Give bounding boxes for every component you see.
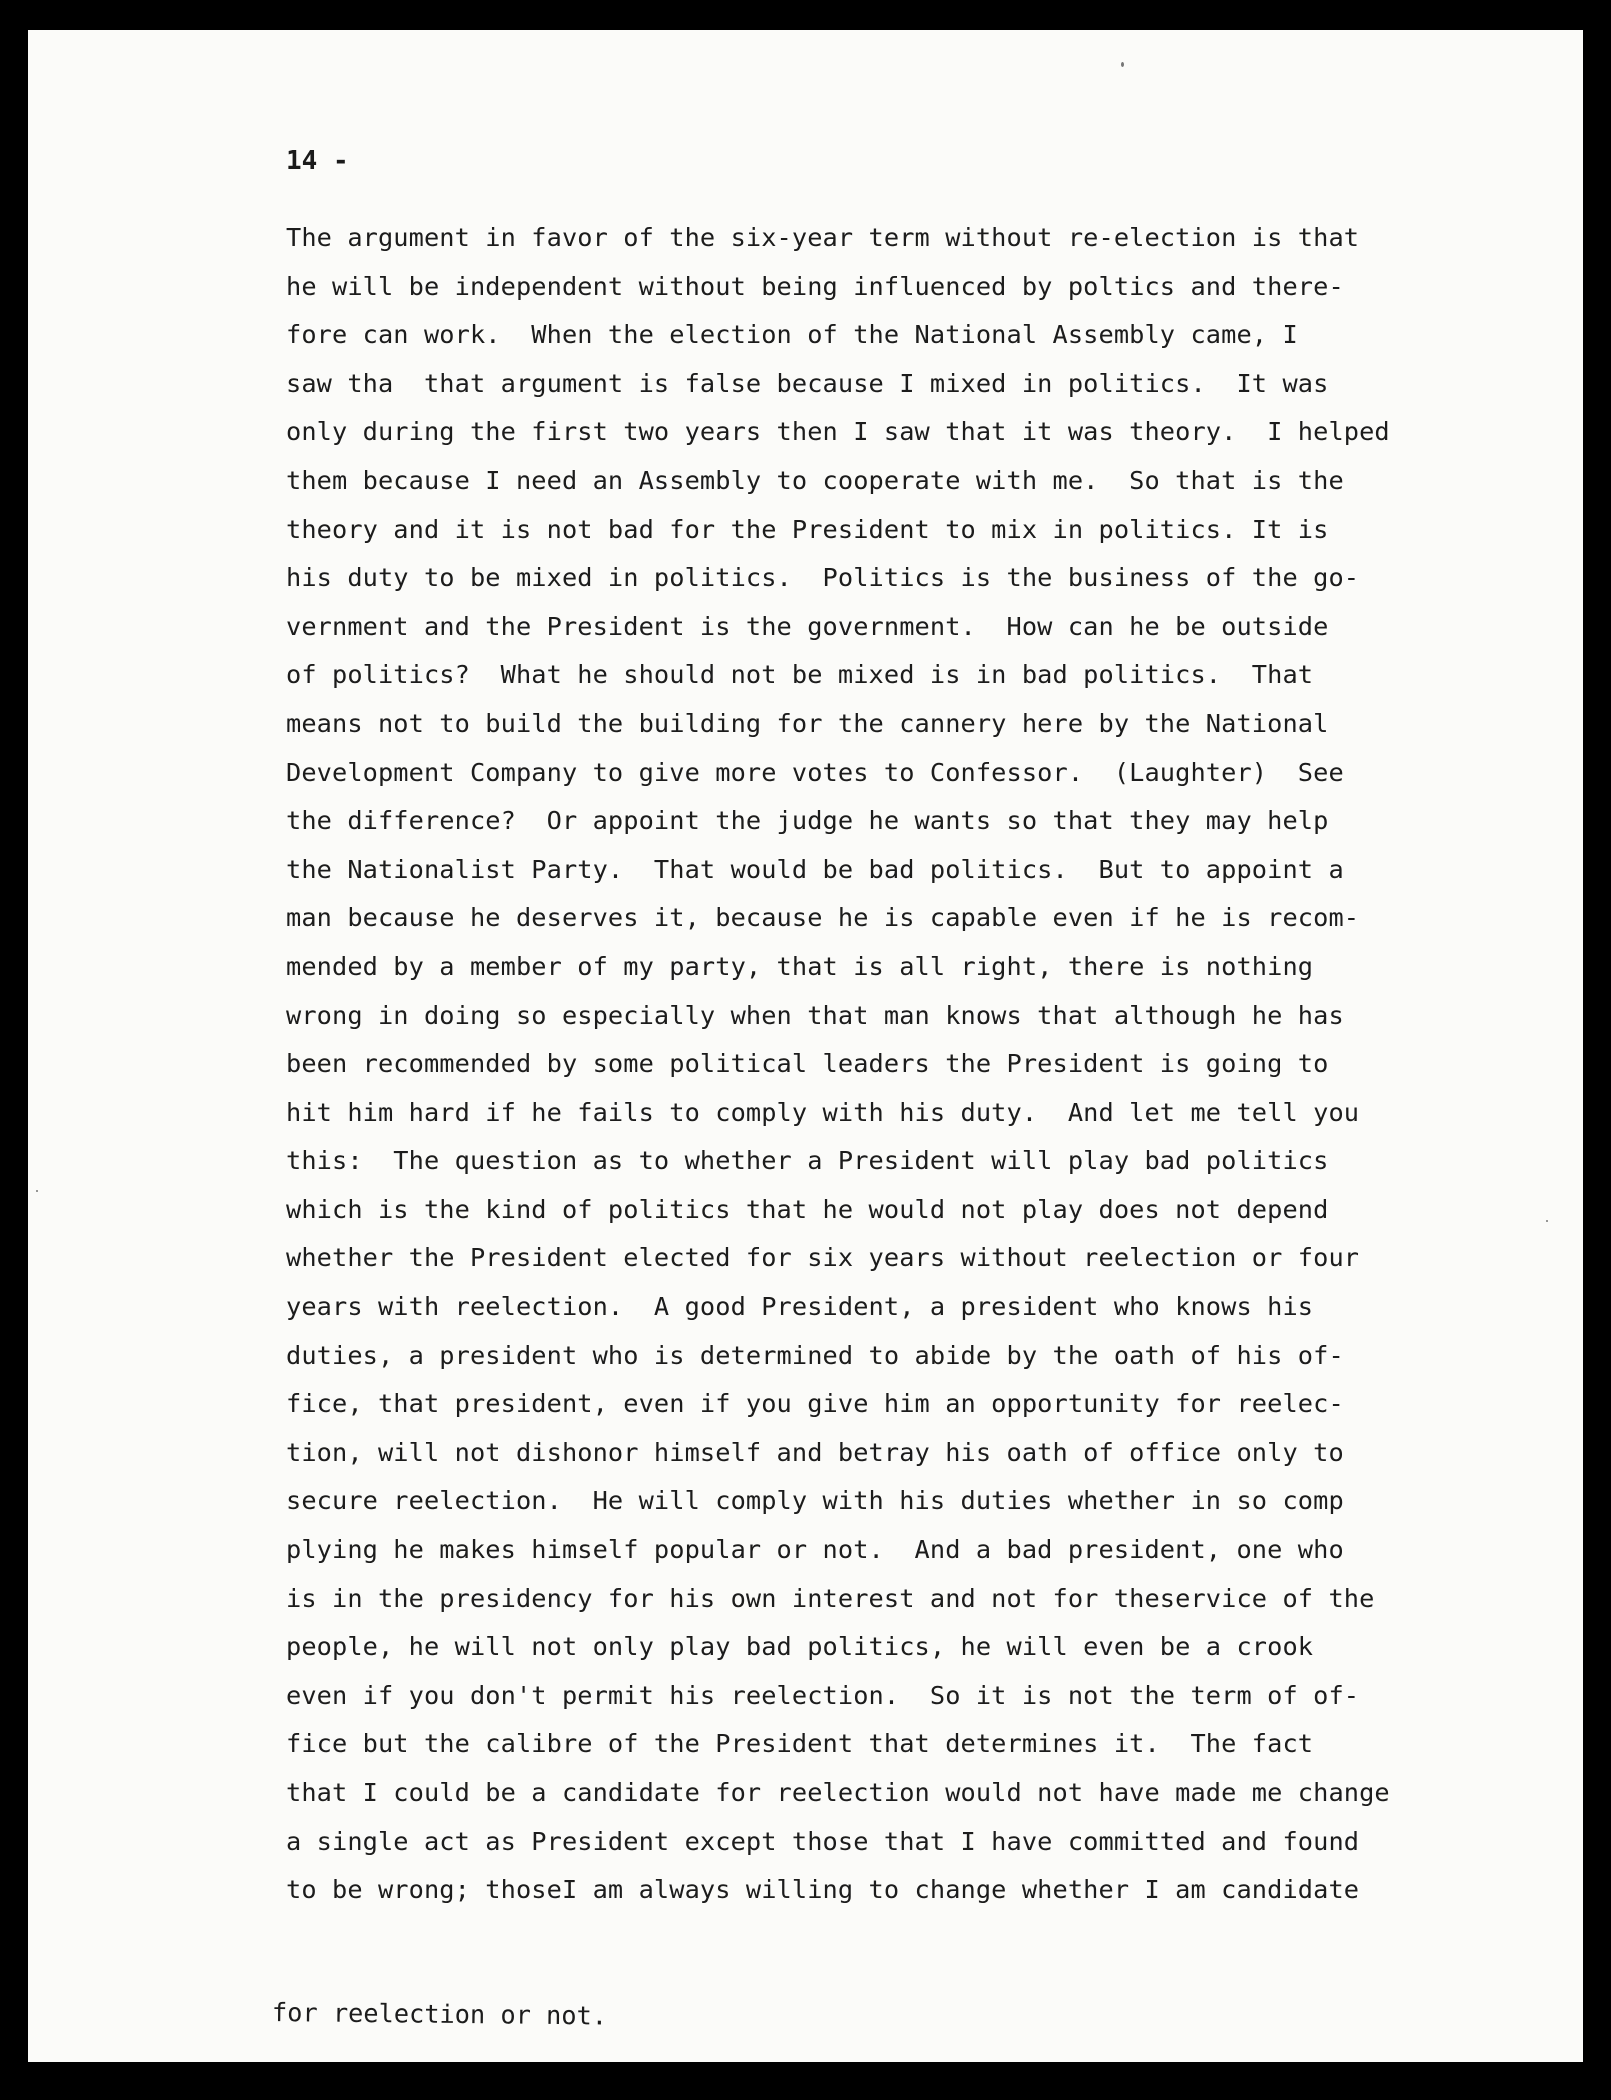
text-line: man because he deserves it, because he is capable even if he is recom- [286, 903, 1360, 933]
text-line: years with reelection. A good President, a president who knows his [286, 1292, 1314, 1322]
document-page [28, 30, 1583, 2062]
text-line: theory and it is not bad for the President to mix in politics. It is [286, 514, 1329, 544]
text-line: whether the President elected for six years without reelection or four [286, 1243, 1360, 1273]
text-line: people, he will not only play bad politics, he will even be a crook [286, 1632, 1314, 1662]
text-line: Development Company to give more votes to Confessor. (Laughter) See [286, 757, 1344, 787]
text-line: is in the presidency for his own interest and not for theservice of the [286, 1583, 1375, 1613]
text-line: he will be independent without being influenced by poltics and there- [286, 271, 1344, 301]
text-line: which is the kind of politics that he would not play does not depend [286, 1194, 1329, 1224]
text-line: mended by a member of my party, that is all right, there is nothing [286, 951, 1314, 981]
text-line: a single act as President except those that I have committed and found [286, 1826, 1360, 1856]
text-line: fore can work. When the election of the National Assembly came, I [286, 320, 1298, 350]
text-line: wrong in doing so especially when that man knows that although he has [286, 1000, 1344, 1030]
text-line: duties, a president who is determined to abide by the oath of his of- [286, 1340, 1344, 1370]
text-line: fice, that president, even if you give him an opportunity for reelec- [286, 1389, 1344, 1419]
closing-line: for reelection or not. [271, 1998, 608, 2031]
body-text [286, 214, 1516, 1915]
text-line: them because I need an Assembly to cooperate with me. So that is the [286, 465, 1344, 495]
text-line: the Nationalist Party. That would be bad politics. But to appoint a [286, 854, 1344, 884]
text-line: tion, will not dishonor himself and betray his oath of office only to [286, 1437, 1344, 1467]
text-line: only during the first two years then I saw that it was theory. I helped [286, 417, 1390, 447]
text-line: that I could be a candidate for reelection would not have made me change [286, 1778, 1390, 1807]
paper-speck [1546, 1220, 1548, 1222]
text-line: plying he makes himself popular or not. And a bad president, one who [286, 1535, 1344, 1565]
text-line: fice but the calibre of the President that determines it. The fact [286, 1729, 1314, 1759]
text-line: even if you don't permit his reelection. So it is not the term of of- [286, 1680, 1360, 1710]
paper-speck [1121, 62, 1124, 67]
text-line: secure reelection. He will comply with his duties whether in so comp [286, 1486, 1344, 1516]
paper-speck [36, 1190, 38, 1192]
text-line: vernment and the President is the government. How can he be outside [286, 611, 1329, 641]
text-line: The argument in favor of the six-year term without re-election is that [286, 223, 1360, 252]
text-line: been recommended by some political leaders the President is going to [286, 1049, 1329, 1079]
text-line: means not to build the building for the cannery here by the National [286, 708, 1329, 738]
text-line: this: The question as to whether a President will play bad politics [286, 1146, 1329, 1176]
text-line: his duty to be mixed in politics. Politics is the business of the go- [286, 563, 1360, 593]
text-line: hit him hard if he fails to comply with his duty. And let me tell you [286, 1097, 1360, 1127]
text-line: the difference? Or appoint the judge he wants so that they may help [286, 806, 1329, 836]
text-line: to be wrong; thoseI am always willing to change whether I am candidate [286, 1875, 1360, 1905]
page-number: 14 - [286, 146, 349, 176]
text-line: saw tha that argument is false because I mixed in politics. It was [286, 368, 1329, 398]
text-line: of politics? What he should not be mixed is in bad politics. That [286, 660, 1314, 690]
